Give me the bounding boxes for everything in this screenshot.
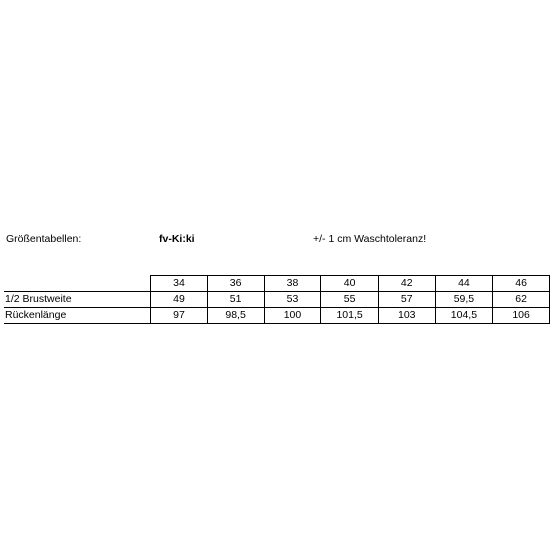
- value-cell: 62: [493, 292, 550, 308]
- size-cell: 34: [151, 276, 207, 292]
- value-cell: 59,5: [435, 292, 493, 308]
- row-label-back-length: Rückenlänge: [4, 308, 151, 324]
- wash-tolerance-note: +/- 1 cm Waschtoleranz!: [313, 233, 427, 245]
- size-cell: 40: [321, 276, 379, 292]
- size-table: [4, 275, 550, 324]
- value-cell: 53: [264, 292, 321, 308]
- value-cell: 98,5: [207, 308, 264, 324]
- size-header-empty-cell: [4, 276, 151, 292]
- header-line: [0, 233, 550, 247]
- value-cell: 55: [321, 292, 379, 308]
- size-cell: 36: [207, 276, 264, 292]
- size-cell: 42: [378, 276, 435, 292]
- value-cell: 106: [493, 308, 550, 324]
- value-cell: 51: [207, 292, 264, 308]
- size-cell: 38: [264, 276, 321, 292]
- value-cell: 104,5: [435, 308, 493, 324]
- value-cell: 57: [378, 292, 435, 308]
- value-cell: 100: [264, 308, 321, 324]
- value-cell: 103: [378, 308, 435, 324]
- row-label-chest: 1/2 Brustweite: [4, 292, 151, 308]
- size-table-heading: Größentabellen:: [6, 233, 82, 245]
- table-row: [4, 308, 550, 324]
- size-cell: 44: [435, 276, 493, 292]
- size-header-row: [4, 276, 550, 292]
- size-cell: 46: [493, 276, 550, 292]
- value-cell: 49: [151, 292, 207, 308]
- table-row: [4, 292, 550, 308]
- value-cell: 101,5: [321, 308, 379, 324]
- value-cell: 97: [151, 308, 207, 324]
- brand-name: fv-Ki:ki: [159, 233, 195, 245]
